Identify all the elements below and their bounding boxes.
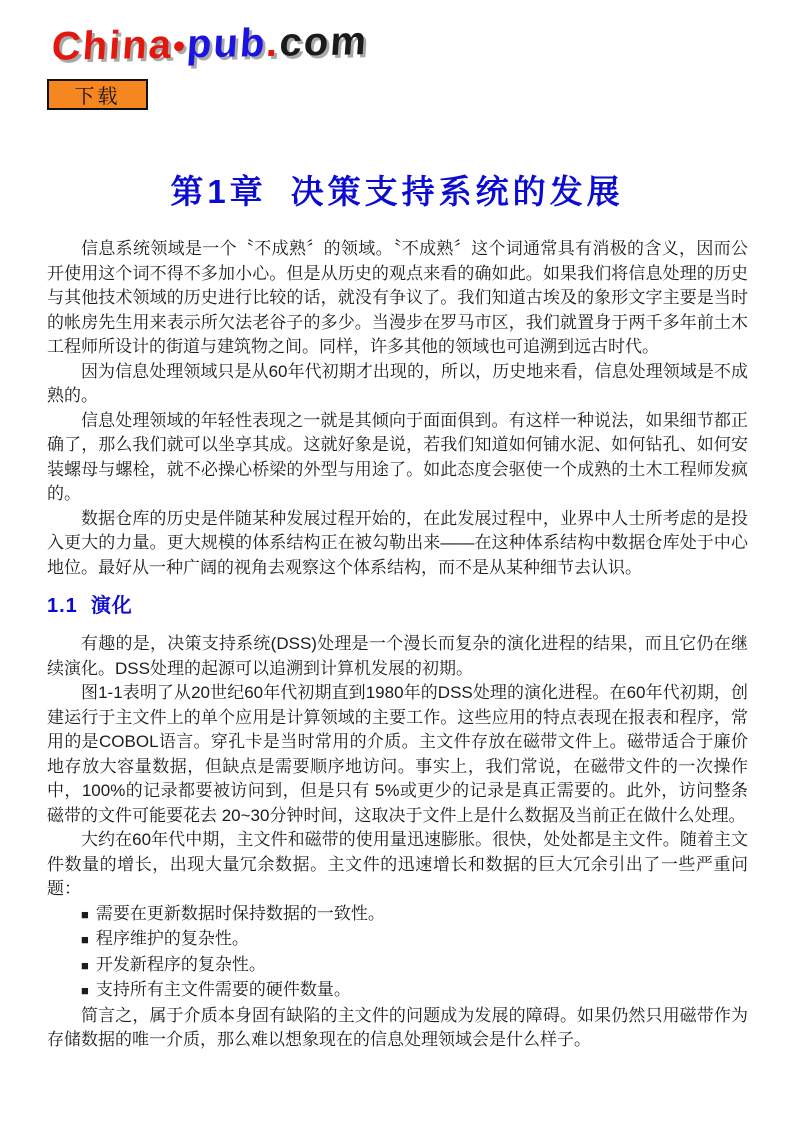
paragraph: 信息处理领域的年轻性表现之一就是其倾向于面面俱到。有这样一种说法，如果细节都正确了，那么我们就可以坐享其成。这就好象是说，若我们知道如何铺水泥、如何钻孔、如何安装螺母与螺栓，就不必操心桥梁的外型与用途了。如此态度会驱使一个成熟的土木工程师发疯的。 [47,410,748,503]
bullet-square-icon: ■ [81,932,89,947]
section-title: 演化 [90,595,133,617]
list-item [47,978,748,1004]
bullet-square-icon: ■ [81,957,89,973]
list-item-text: 开发新程序的复杂性。 [95,954,266,974]
paragraph: 图1-1表明了从20世纪60年代初期直到1980年的DSS处理的演化进程。在60年代初期，创建运行于主文件上的单个应用是计算领域的主要工作。这些应用的特点表现在报表和程序，常用的是COBOL语言。穿孔卡是当时常用的介质。主文件存放在磁带文件上。磁带适合于廉价地存放大容量数据，但缺点是需要顺序地访问。事实上，我们常说，在磁带文件的一次操作中，100%的记录都要被访问到，但是只有 5%或更少的记录是真正需要的。此外，访问整条磁带的文件可能要花去 20~30分钟时间，这取决于文件上是什么数据及当前正在做什么处理。 [47,683,748,825]
chapter-name: 决策支持系统的发展 [290,173,624,210]
section-number: 1.1 [47,595,78,617]
list-item [47,902,748,928]
chapter-title [0,166,794,213]
bullet-square-icon: ■ [81,983,89,998]
paragraph: 因为信息处理领域只是从60年代初期才出现的，所以，历史地来看，信息处理领域是不成熟的。 [47,361,748,405]
paragraph: 简言之，属于介质本身固有缺陷的主文件的问题成为发展的障碍。如果仍然只用磁带作为存储数据的唯一介质，那么难以想象现在的信息处理领域会是什么样子。 [47,1005,748,1049]
list-item [47,953,748,979]
paragraph: 信息系统领域是一个〝不成熟〞的领域。〝不成熟〞这个词通常具有消极的含义，因而公开使用这个词不得不多加小心。但是从历史的观点来看的确如此。如果我们将信息处理的历史与其他技术领域的历史进行比较的话，就没有争议了。我们知道古埃及的象形文字主要是当时的帐房先生用来表示所欠法老谷子的多少。当漫步在罗马市区，我们就置身于两千多年前土木工程师所设计的街道与建筑物之间。同样，许多其他的领域也可追溯到远古时代。 [47,239,748,356]
list-item-text: 支持所有主文件需要的硬件数量。 [95,980,351,999]
paragraph: 数据仓库的历史是伴随某种发展过程开始的，在此发展过程中，业界中人士所考虑的是投入更大的力量。更大规模的体系结构正在被勾勒出来——在这种体系结构中数据仓库处于中心地位。最好从一种广阔的视角去观察这个体系结构，而不是从某种细节去认识。 [47,508,748,577]
logo-text-pub: pub [185,21,268,67]
list-item [47,927,748,953]
paragraph: 大约在60年代中期，主文件和磁带的使用量迅速膨胀。很快，处处都是主文件。随着主文件数量的增长，出现大量冗余数据。主文件的迅速增长和数据的巨大冗余引出了一些严重问题： [47,830,748,898]
list-item-text: 需要在更新数据时保持数据的一致性。 [95,903,385,923]
china-pub-logo[interactable] [50,19,369,70]
logo-separator-dot: • [171,27,189,66]
download-button[interactable]: 下载 [47,79,148,110]
chapter-number: 第1章 [170,173,267,210]
logo-text-com: com [278,19,370,65]
logo-text-china: China [50,22,175,69]
logo-dot: . [264,20,282,66]
bullet-square-icon: ■ [81,906,89,922]
body-text [47,237,748,1053]
list-item-text: 程序维护的复杂性。 [95,929,249,948]
paragraph: 有趣的是，决策支持系统(DSS)处理是一个漫长而复杂的演化进程的结果，而且它仍在继续演化。DSS处理的起源可以追溯到计算机发展的初期。 [47,634,748,678]
section-heading [47,593,748,619]
